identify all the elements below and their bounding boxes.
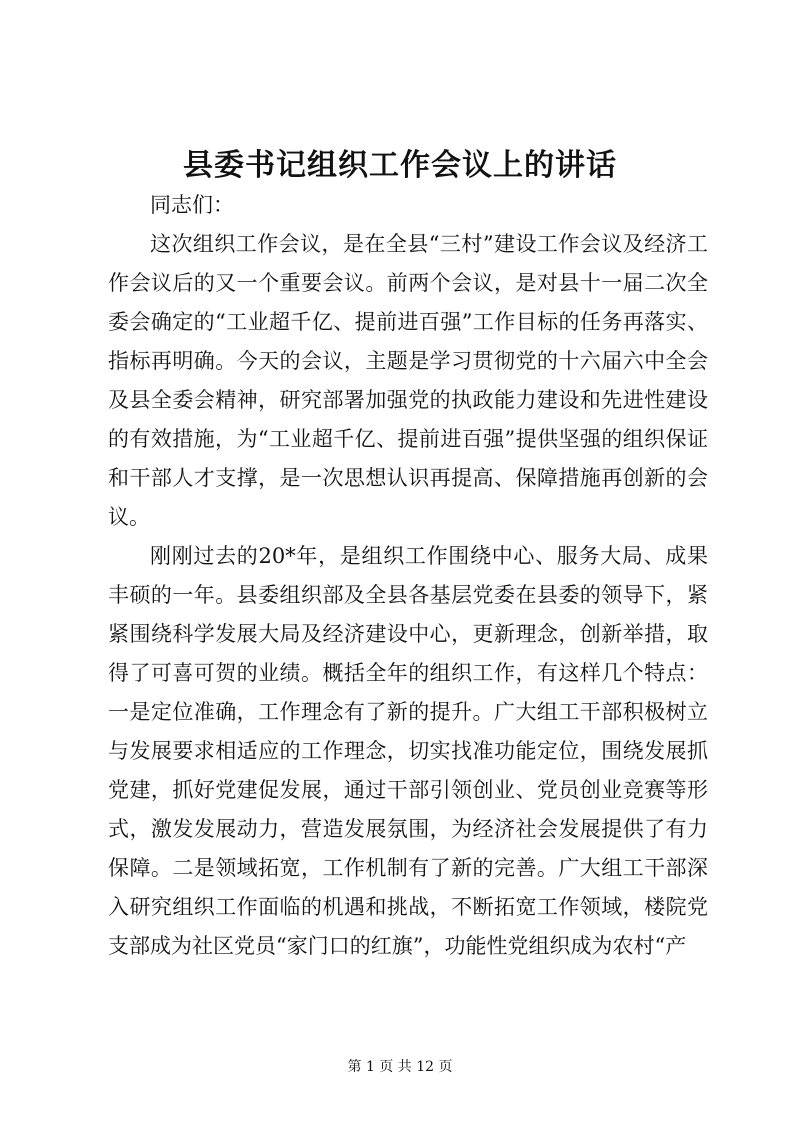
paragraph-2: 刚刚过去的20*年，是组织工作围绕中心、服务大局、成果丰硕的一年。县委组织部及全县各基层党委在县委的领导下，紧紧围绕科学发展大局及经济建设中心，更新理念，创新举措，取得了可喜可贺的业绩。概括全年的组织工作，有这样几个特点：一是定位准确，工作理念有了新的提升。广大组工干部积极树立与发展要求相适应的工作理念，切实找准功能定位，围绕发展抓党建，抓好党建促发展，通过干部引领创业、党员创业竞赛等形式，激发发展动力，营造发展氛围，为经济社会发展提供了有力保障。二是领域拓宽，工作机制有了新的完善。广大组工干部深入研究组织工作面临的机遇和挑战，不断拓宽工作领域，楼院党支部成为社区党员“家门口的红旗”，功能性党组织成为农村“产 [108, 544, 708, 958]
page-footer: 第 1 页 共 12 页 [347, 1059, 453, 1075]
document-title: 县委书记组织工作会议上的讲话 [183, 148, 617, 183]
paragraph-1: 这次组织工作会议，是在全县“三村”建设工作会议及经济工作会议后的又一个重要会议。前两个会议，是对县十一届二次全委会确定的“工业超千亿、提前进百强”工作目标的任务再落实、指标再明确。今天的会议，主题是学习贯彻党的十六届六中全会及县全委会精神，研究部署加强党的执政能力建设和先进性建设的有效措施，为“工业超千亿、提前进百强”提供坚强的组织保证和干部人才支撑，是一次思想认识再提高、保障措施再创新的会议。 [108, 232, 708, 529]
salutation: 同志们： [150, 193, 234, 217]
document-body [108, 186, 708, 966]
